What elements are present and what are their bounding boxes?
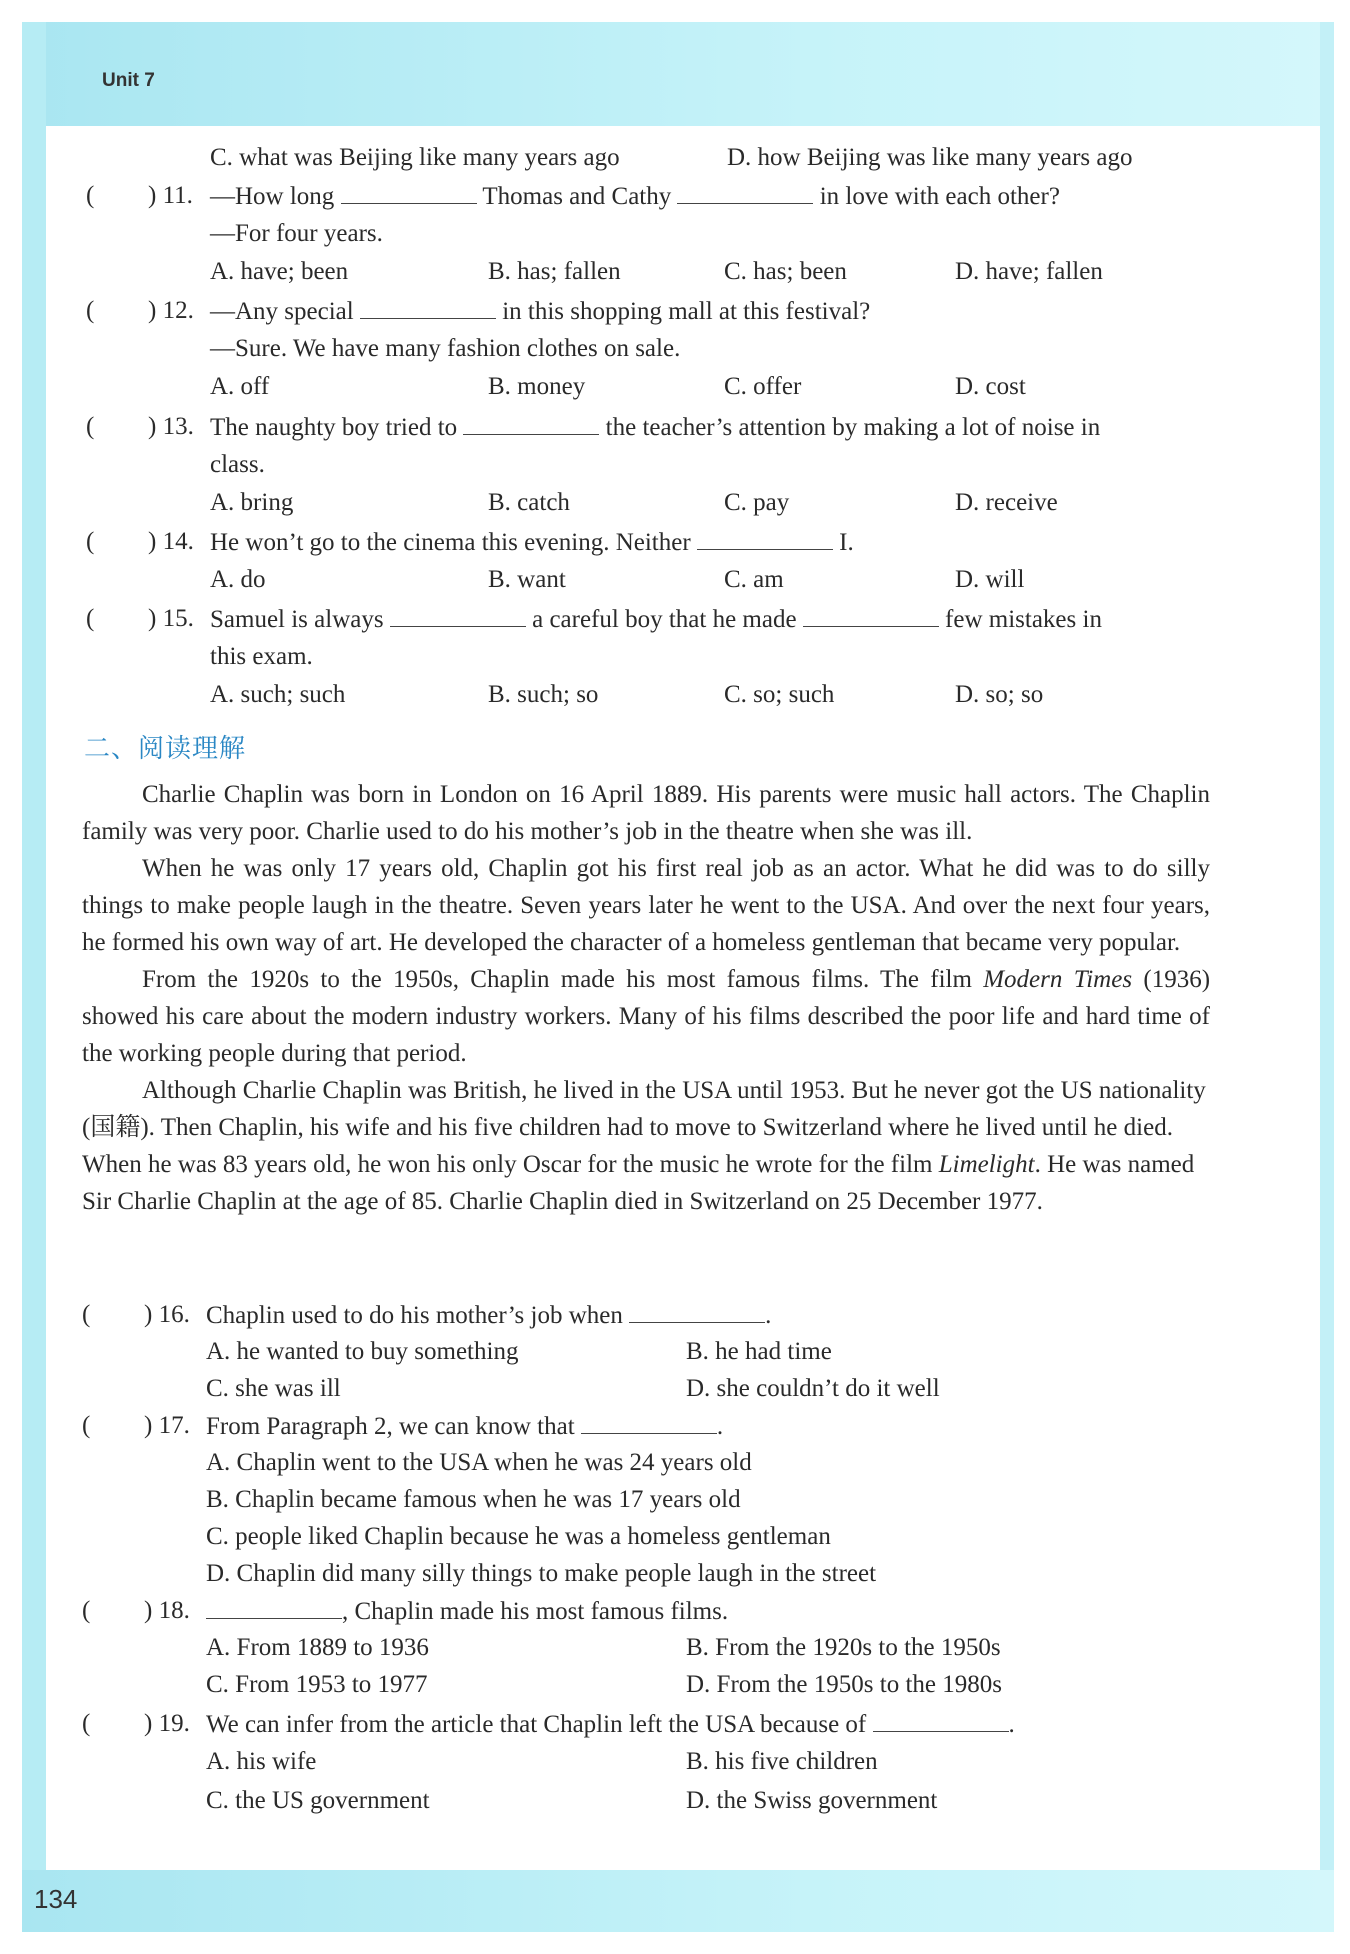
option-b: B. catch	[488, 489, 570, 516]
option-c: C. so; such	[724, 681, 835, 708]
question-stem: The naughty boy tried to the teacher’s attention by making a lot of noise in	[210, 414, 1101, 441]
option-b: B. has; fallen	[488, 258, 621, 285]
option-b: B. he had time	[686, 1338, 832, 1365]
question-stem: From Paragraph 2, we can know that .	[206, 1413, 724, 1440]
option-a: A. off	[210, 373, 270, 400]
question-number: ) 14.	[148, 528, 194, 555]
answer-blank[interactable]	[463, 412, 599, 435]
answer-blank[interactable]	[206, 1596, 342, 1619]
question-number: ) 12.	[148, 297, 194, 324]
option-c: C. From 1953 to 1977	[206, 1671, 428, 1698]
answer-blank[interactable]	[803, 604, 939, 627]
film-title: Modern Times	[983, 966, 1133, 993]
answer-paren: (	[86, 528, 95, 555]
paragraph-4: Although Charlie Chaplin was British, he lived in the USA until 1953. But he never got the US nationality (国籍). Then Chaplin, his wife and his five children had to move to Switzerland where he lived until he died. When he was 83 years old, he won his only Oscar for the music he wrote for the film Limelight. He was named Sir Charlie Chaplin at the age of 85. Charlie Chaplin died in Switzerland on 25 December 1977.	[82, 1077, 1206, 1215]
option-b: B. want	[488, 566, 566, 593]
option-d: D. so; so	[955, 681, 1044, 708]
option-d: D. have; fallen	[955, 258, 1103, 285]
answer-blank[interactable]	[581, 1411, 717, 1434]
answer-paren: (	[86, 297, 95, 324]
paragraph-3: From the 1920s to the 1950s, Chaplin made his most famous films. The film Modern Times (1936) showed his care about the modern industry workers. Many of his films described the poor life and hard time of the working people during that period.	[82, 966, 1211, 1067]
option-b: B. Chaplin became famous when he was 17 years old	[206, 1486, 741, 1513]
question-stem: We can infer from the article that Chaplin left the USA because of .	[206, 1711, 1015, 1738]
question-stem-continued: this exam.	[210, 643, 313, 670]
option-a: A. he wanted to buy something	[206, 1338, 519, 1365]
page-bottom-band	[22, 1870, 1334, 1932]
question-number: ) 19.	[144, 1710, 190, 1737]
option-a: A. do	[210, 566, 266, 593]
question-number: ) 15.	[148, 605, 194, 632]
paragraph-1: Charlie Chaplin was born in London on 16 April 1889. His parents were music hall actors. The Chaplin family was very poor. Charlie used to do his mother’s job in the theatre when she was ill.	[82, 781, 1210, 845]
film-title: Limelight	[938, 1151, 1035, 1178]
question-number: ) 18.	[144, 1597, 190, 1624]
option-a: A. bring	[210, 489, 294, 516]
answer-paren: (	[82, 1412, 91, 1439]
option-d: D. she couldn’t do it well	[686, 1375, 940, 1402]
answer-paren: (	[82, 1301, 91, 1328]
section-heading-reading: 二、阅读理解	[84, 734, 247, 764]
answer-paren: (	[86, 413, 95, 440]
unit-label: Unit 7	[102, 70, 155, 91]
q10-option-c: C. what was Beijing like many years ago	[210, 144, 620, 171]
option-d: D. the Swiss government	[686, 1787, 938, 1814]
option-d: D. From the 1950s to the 1980s	[686, 1671, 1002, 1698]
option-a: A. From 1889 to 1936	[206, 1634, 429, 1661]
question-reply: —Sure. We have many fashion clothes on sale.	[210, 335, 681, 362]
option-b: B. his five children	[686, 1748, 878, 1775]
question-stem: , Chaplin made his most famous films.	[206, 1596, 728, 1627]
question-number: ) 11.	[148, 182, 193, 209]
paragraph-2: When he was only 17 years old, Chaplin got his first real job as an actor. What he did was to do silly things to make people laugh in the theatre. Seven years later he went to the USA. And over the next four years, he formed his own way of art. He developed the character of a homeless gentleman that became very popular.	[82, 855, 1210, 956]
option-b: B. such; so	[488, 681, 599, 708]
question-stem: —Any special in this shopping mall at this festival?	[210, 298, 871, 325]
answer-paren: (	[82, 1710, 91, 1737]
option-c: C. the US government	[206, 1787, 430, 1814]
answer-blank[interactable]	[360, 296, 496, 319]
option-d: D. will	[955, 566, 1025, 593]
question-number: ) 17.	[144, 1412, 190, 1439]
option-a: A. Chaplin went to the USA when he was 24 years old	[206, 1449, 752, 1476]
option-b: B. money	[488, 373, 586, 400]
question-stem: Chaplin used to do his mother’s job when .	[206, 1302, 772, 1329]
page-right-band	[1320, 22, 1334, 1932]
answer-paren: (	[86, 605, 95, 632]
answer-paren: (	[82, 1597, 91, 1624]
option-c: C. she was ill	[206, 1375, 341, 1402]
answer-blank[interactable]	[873, 1709, 1009, 1732]
option-c: C. pay	[724, 489, 790, 516]
question-stem: —How long Thomas and Cathy in love with each other?	[210, 183, 1060, 210]
question-number: ) 16.	[144, 1301, 190, 1328]
question-stem: Samuel is always a careful boy that he made few mistakes in	[210, 606, 1102, 633]
option-d: D. cost	[955, 373, 1026, 400]
reading-passage	[82, 776, 1210, 1220]
answer-blank[interactable]	[390, 604, 526, 627]
option-b: B. From the 1920s to the 1950s	[686, 1634, 1001, 1661]
option-a: A. have; been	[210, 258, 349, 285]
option-d: D. Chaplin did many silly things to make people laugh in the street	[206, 1560, 877, 1587]
option-c: C. offer	[724, 373, 802, 400]
option-a: A. such; such	[210, 681, 346, 708]
option-c: C. has; been	[724, 258, 847, 285]
option-c: C. am	[724, 566, 784, 593]
option-c: C. people liked Chaplin because he was a homeless gentleman	[206, 1523, 831, 1550]
question-stem-continued: class.	[210, 451, 265, 478]
page-number: 134	[34, 1884, 78, 1914]
option-a: A. his wife	[206, 1748, 317, 1775]
question-number: ) 13.	[148, 413, 194, 440]
answer-blank[interactable]	[697, 527, 833, 550]
answer-paren: (	[86, 182, 95, 209]
page-top-band	[22, 22, 1334, 126]
question-reply: —For four years.	[210, 220, 383, 247]
answer-blank[interactable]	[629, 1300, 765, 1323]
option-d: D. receive	[955, 489, 1058, 516]
answer-blank[interactable]	[677, 181, 813, 204]
page-left-band	[22, 22, 46, 1932]
q10-option-d: D. how Beijing was like many years ago	[727, 144, 1133, 171]
question-stem: He won’t go to the cinema this evening. Neither I.	[210, 529, 854, 556]
answer-blank[interactable]	[341, 181, 477, 204]
